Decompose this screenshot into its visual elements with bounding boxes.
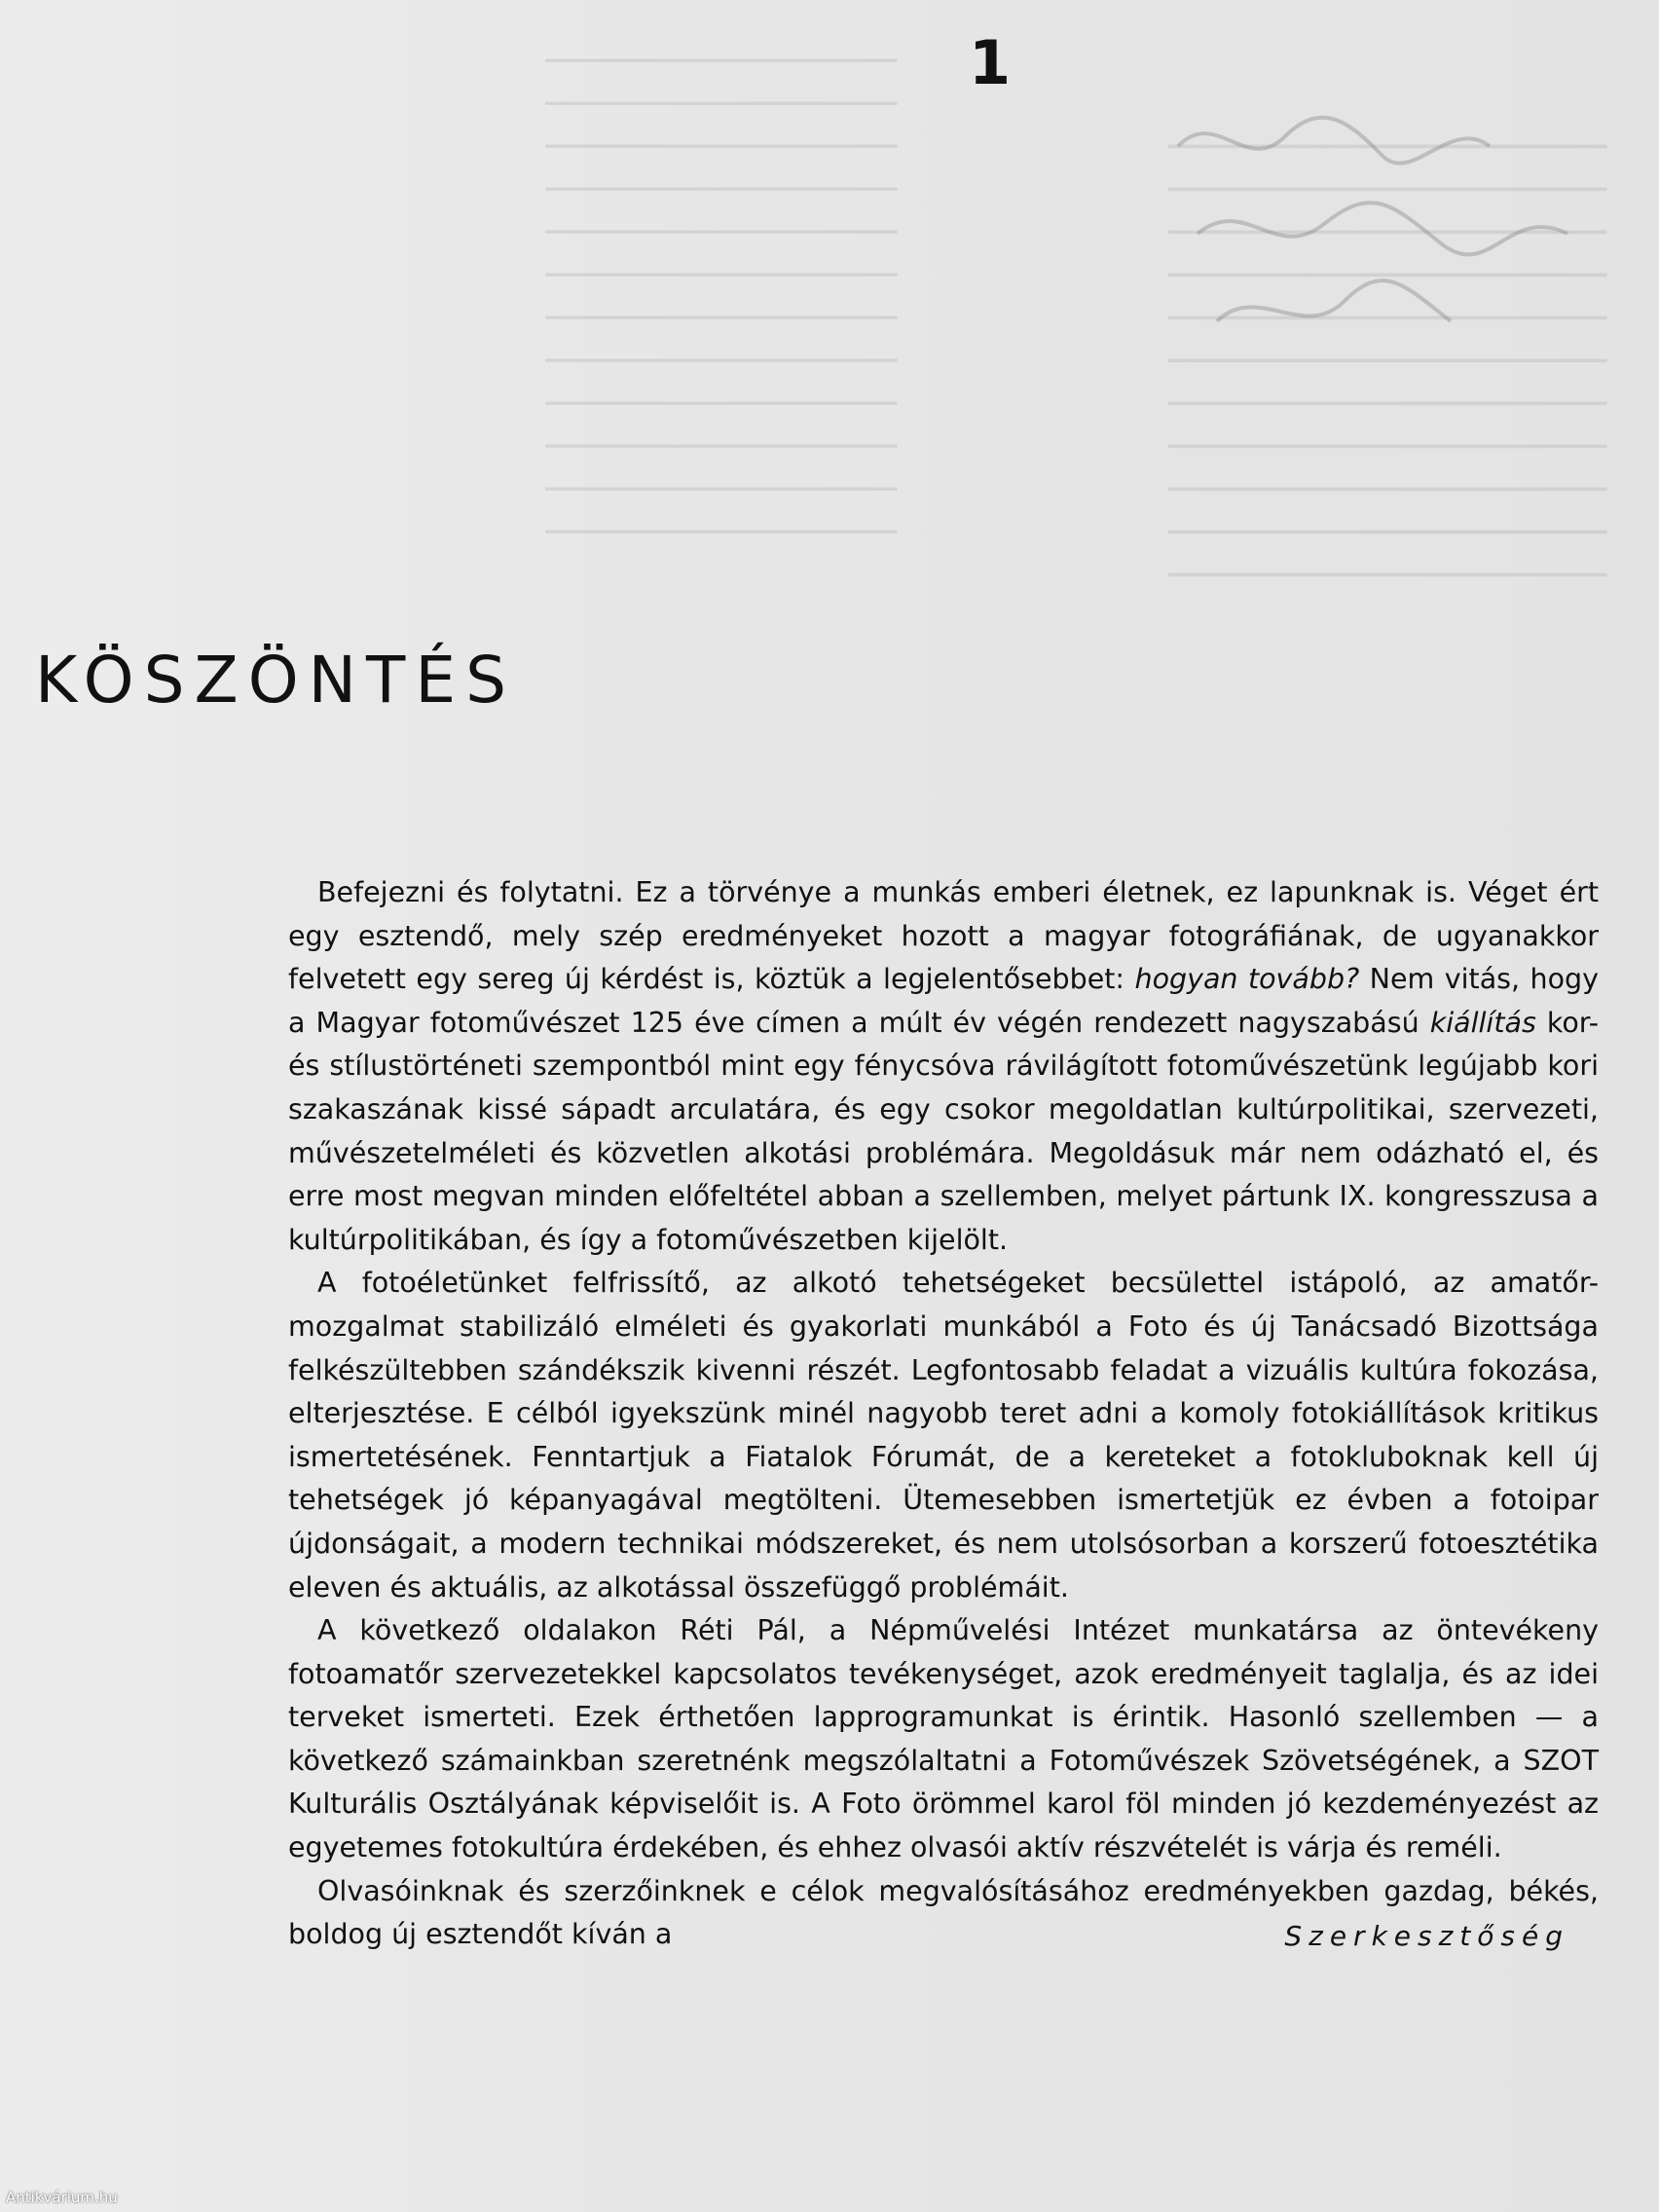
italic-text: kiállítás	[1429, 1006, 1536, 1039]
bleed-through-text-right: ━━━━━━━━━━━━━━━━━━━━━━━━━━━━━━━━━━ ━━━━━━━━━━━━━━━━━━━━━━━━━━━━━━━━━━ ━━━━━━━━━━━━━━━━━━━━━━━━━━━━━━━━━━ ━━━━━━━━━━━━━━━━━━━━━━━━━━━━━━━━━━ ━━━━━━━━━━━━━━━━━━━━━━━━━━━━━━━━━━ ━━━━━━━━━━━━━━━━━━━━━━━━━━━━━━━━━━ ━━━━━━━━━━━━━━━━━━━━━━━━━━━━━━━━━━ ━━━━━━━━━━━━━━━━━━━━━━━━━━━━━━━━━━ ━━━━━━━━━━━━━━━━━━━━━━━━━━━━━━━━━━ ━━━━━━━━━━━━━━━━━━━━━━━━━━━━━━━━━━ ━━━━━━━━━━━━━━━━━━━━━━━━━━━━━━━━━━	[1168, 135, 1607, 588]
text-segment: Befejezni és folytatni. Ez a törvénye a munkás emberi életnek, ez lapunknak is. Véget ért egy esztendő, mely szép eredményeket hozott a magyar fotográfiának, de ugyanakkor felvetett egy sereg új kérdést is, köztük a legjelentősebbet:	[288, 876, 1599, 996]
text-segment: A fotoéletünket felfrissítő, az alkotó tehetségeket becsülettel istápoló, az amatőr-mozgalmat stabilizáló elméleti és gyakorlati munkából a Foto és új Tanácsadó Bizottsága felkészültebben szándékszik kivenni részét. Legfontosabb feladat a vizuális kultúra fokozása, elterjesztése. E célból igyekszünk minél nagyobb teret adni a komoly fotokiállítások kritikus ismertetésének. Fenntartjuk a Fiatalok Fórumát, de a kereteket a fotokluboknak kell új tehetségek jó képanyagával megtölteni. Ütemesebben ismertetjük ez évben a fotoipar újdonságait, a modern technikai módszereket, és nem utolsósorban a korszerű fotoesztétika eleven és aktuális, az alkotással összefüggő problémáit.	[288, 1267, 1599, 1604]
handwriting-bleed-through	[1159, 88, 1606, 360]
text-segment: kor- és stílustörténeti szempontból mint egy fénycsóva rávilágított fotoművészetünk legújabb kori szakaszának kissé sápadt arculatára, és egy csokor megoldatlan kultúrpolitikai, szervezeti, művészetelméleti és közvetlen alkotási problémára. Megoldásuk már nem odázható el, és erre most megvan minden előfeltétel abban a szellemben, melyet pártunk IX. kongresszusa a kultúrpolitikában, és így a fotoművészetben kijelölt.	[288, 1006, 1599, 1256]
bleed-through-text-left: ━━━━━━━━━━━━━━━━━━━━━━━━━━━━━━ ━━━━━━━━━━━━━━━━━━━━━━━━━━━━━━ ━━━━━━━━━━━━━━━━━━━━━━━━━━━━━━ ━━━━━━━━━━━━━━━━━━━━━━━━━━━━━━ ━━━━━━━━━━━━━━━━━━━━━━━━━━━━━━ ━━━━━━━━━━━━━━━━━━━━━━━━━━━━━━ ━━━━━━━━━━━━━━━━━━━━━━━━━━━━━━ ━━━━━━━━━━━━━━━━━━━━━━━━━━━━━━ ━━━━━━━━━━━━━━━━━━━━━━━━━━━━━━ ━━━━━━━━━━━━━━━━━━━━━━━━━━━━━━ ━━━━━━━━━━━━━━━━━━━━━━━━━━━━━━ ━━━━━━━━━━━━━━━━━━━━━━━━━━━━━━	[545, 49, 898, 543]
text-segment: Olvasóinknak és szerzőinknek e célok megvalósításához eredményekben gazdag, békés, boldog új esztendőt kíván a	[288, 1874, 1599, 1951]
page-number: 1	[969, 27, 1012, 98]
article-body	[288, 871, 1599, 1957]
paragraph	[288, 1609, 1599, 1870]
paragraph	[288, 871, 1599, 1262]
text-segment: Nem vitás, hogy a Magyar fotoművészet 125 éve címen a múlt év végén rendezett nagyszabású	[288, 963, 1599, 1039]
italic-text: hogyan tovább?	[1134, 963, 1360, 996]
text-segment: A következő oldalakon Réti Pál, a Népművelési Intézet munkatársa az öntevékeny fotoamatőr szervezetekkel kapcsolatos tevékenységet, azok eredményeit taglalja, és az idei terveket ismerteti. Ezek érthetően lapprogramunkat is érintik. Hasonló szellemben — a következő számainkban szeretnénk megszólaltatni a Fotoművészek Szövetségének, a SZOT Kulturális Osztályának képviselőit is. A Foto örömmel karol föl minden jó kezdeményezést az egyetemes fotokultúra érdekében, és ehhez olvasói aktív részvételét is várja és reméli.	[288, 1614, 1599, 1864]
paragraph	[288, 1262, 1599, 1609]
article-title: KÖSZÖNTÉS	[35, 643, 516, 718]
watermark: Antikvárium.hu	[6, 2189, 118, 2206]
signature: Szerkesztőség	[1284, 1920, 1569, 1952]
